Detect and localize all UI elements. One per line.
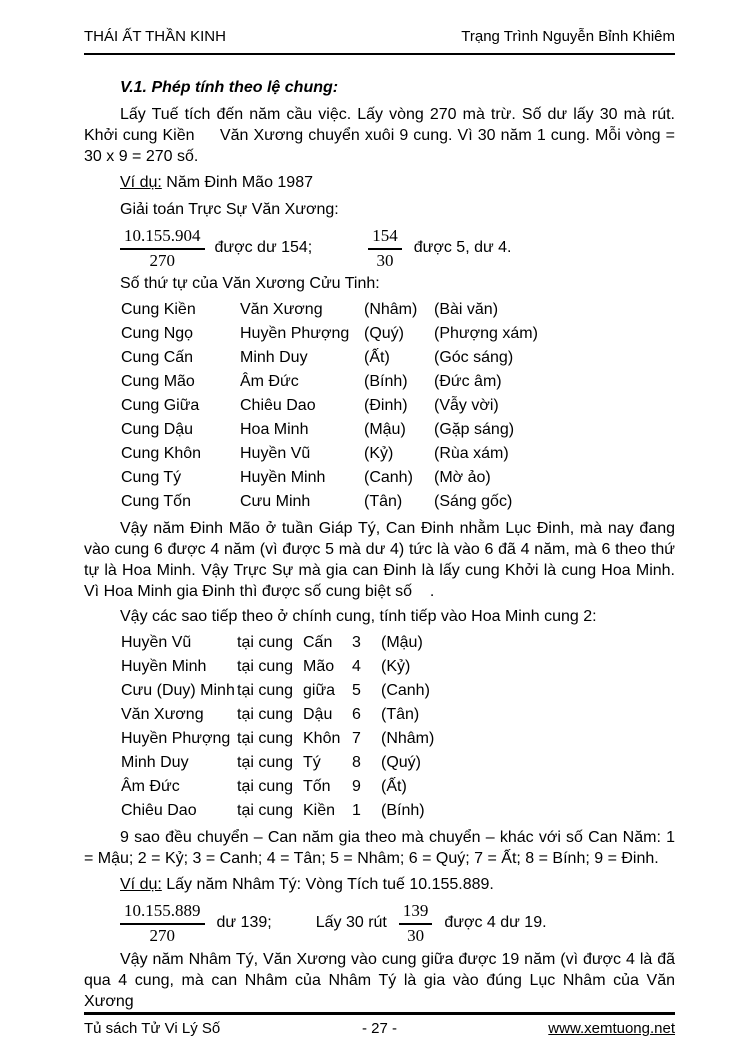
numerator: 10.155.889: [120, 901, 205, 925]
table-cell: (Mậu): [364, 421, 406, 438]
table-row: [121, 466, 675, 490]
paragraph-intro: Lấy Tuế tích đến năm cầu việc. Lấy vòng 270 mà trừ. Số dư lấy 30 mà rút. Khởi cung Kiền Văn Xương chuyển xuôi 9 cung. Vì 30 năm 1 cung. Mỗi vòng = 30 x 9 = 270 số.: [84, 106, 675, 165]
table-cell: (Nhâm): [364, 301, 418, 318]
table-cell: Dậu: [303, 706, 333, 723]
table-cell: 4: [352, 658, 361, 675]
table-cell: Cung Tý: [121, 469, 182, 486]
formula-text: Lấy 30 rút: [315, 914, 387, 931]
table-cell: tại cung: [237, 658, 294, 675]
table-cell: (Kỷ): [381, 658, 411, 675]
table-cell: Cấn: [303, 634, 333, 651]
table-cell: Cung Kiền: [121, 301, 196, 318]
page-footer: [84, 1012, 675, 1038]
table-cell: Mão: [303, 658, 335, 675]
table-cell: (Bính): [381, 802, 425, 819]
table-cell: (Tân): [381, 706, 420, 723]
table-cell: (Đức âm): [434, 373, 502, 390]
table-row: [121, 631, 675, 655]
numerator: 139: [399, 901, 433, 925]
table-cell: (Mờ ảo): [434, 469, 491, 486]
table-cell: tại cung: [237, 634, 294, 651]
page-header: [84, 28, 675, 55]
table-cell: Cung Tốn: [121, 493, 191, 510]
table-cell: 8: [352, 754, 361, 771]
page-number: - 27 -: [362, 1020, 398, 1037]
table-cell: Cung Cấn: [121, 349, 194, 366]
table-cell: (Quý): [364, 325, 404, 342]
numerator: 154: [368, 226, 402, 250]
table-cell: (Vẫy vời): [434, 397, 499, 414]
table-cell: (Rùa xám): [434, 445, 509, 462]
table-cell: Tốn: [303, 778, 331, 795]
table-cell: tại cung: [237, 778, 294, 795]
table-cell: Khôn: [303, 730, 341, 747]
denominator: 270: [149, 925, 175, 945]
table-cell: 1: [352, 802, 361, 819]
table-cell: giữa: [303, 682, 336, 699]
table-cell: Chiêu Dao: [240, 397, 316, 414]
table-cell: 9: [352, 778, 361, 795]
table-cell: Âm Đức: [240, 373, 299, 390]
table-cell: (Gặp sáng): [434, 421, 515, 438]
table-cell: Minh Duy: [240, 349, 308, 366]
example-text: Lấy năm Nhâm Tý: Vòng Tích tuế 10.155.889.: [161, 876, 494, 893]
line-so-thu-tu: Số thứ tự của Văn Xương Cửu Tinh:: [120, 275, 380, 292]
fraction: [368, 226, 402, 271]
table-cell: Huyền Minh: [121, 658, 207, 675]
table-cell: (Ất): [381, 778, 407, 795]
table-row: [121, 298, 675, 322]
table-cell: Huyền Phượng: [240, 325, 350, 342]
website-link[interactable]: www.xemtuong.net: [548, 1020, 676, 1037]
table-cell: 5: [352, 682, 361, 699]
table-cell: Huyền Vũ: [240, 445, 311, 462]
line-giai-toan: Giải toán Trực Sự Văn Xương:: [120, 201, 339, 218]
fraction: [120, 226, 205, 271]
table-cell: Văn Xương: [240, 301, 323, 318]
table-cell: (Tân): [364, 493, 403, 510]
table-cell: Cung Ngọ: [121, 325, 194, 342]
paragraph-dinh-mao: Vậy năm Đinh Mão ở tuần Giáp Tý, Can Đinh nhằm Lục Đinh, mà nay đang vào cung 6 được 4 năm (vì được 5 mà dư 4) tức là vào 6 đã 4 năm, mà 6 theo thứ tự là Hoa Minh. Vậy Trực Sự mà gia can Đinh là lấy cung Khởi là cung Hoa Minh. Vì Hoa Minh gia Đinh thì được số cung biệt số .: [84, 520, 675, 600]
example-line-1: [120, 172, 675, 193]
table-row: [121, 322, 675, 346]
book-title: THÁI ẤT THẦN KINH: [84, 28, 226, 45]
table-cell: 3: [352, 634, 361, 651]
numerator: 10.155.904: [120, 226, 205, 250]
table-cell: tại cung: [237, 754, 294, 771]
table-row: [121, 751, 675, 775]
table-cell: (Canh): [364, 469, 413, 486]
example-label: Ví dụ:: [120, 876, 162, 893]
example-line-2: [120, 874, 675, 895]
formula-text: được dư 154;: [214, 239, 313, 256]
table-cell: (Sáng gốc): [434, 493, 513, 510]
table-cell: (Góc sáng): [434, 349, 514, 366]
table-row: [121, 442, 675, 466]
table-cell: (Canh): [381, 682, 430, 699]
table-cell: tại cung: [237, 682, 294, 699]
denominator: 30: [376, 250, 394, 270]
table-cell: Cung Giữa: [121, 397, 200, 414]
table-cell: (Kỷ): [364, 445, 394, 462]
paragraph-nham-ty: Vậy năm Nhâm Tý, Văn Xương vào cung giữa được 19 năm (vì được 4 là đã qua 4 cung, mà can Nhâm của Nhâm Tý là gia vào đúng Lục Nhâm của Văn Xương: [84, 951, 675, 1010]
table-cell: 7: [352, 730, 361, 747]
table-row: [121, 418, 675, 442]
table-row: [121, 370, 675, 394]
table-cell: Cung Khôn: [121, 445, 202, 462]
cuu-tinh-table: [121, 298, 675, 514]
table-cell: tại cung: [237, 802, 294, 819]
formula-text: được 4 dư 19.: [444, 914, 547, 931]
table-cell: Hoa Minh: [240, 421, 309, 438]
table-cell: Tý: [303, 754, 321, 771]
denominator: 30: [407, 925, 425, 945]
table-row: [121, 490, 675, 514]
author-name: Trạng Trình Nguyễn Bỉnh Khiêm: [461, 28, 675, 45]
table-cell: tại cung: [237, 730, 294, 747]
table-row: [121, 727, 675, 751]
table-cell: Âm Đức: [121, 778, 180, 795]
table-cell: (Phượng xám): [434, 325, 538, 342]
formula-text: dư 139;: [216, 914, 272, 931]
table-cell: Văn Xương: [121, 706, 204, 723]
formula-row-1: [120, 226, 675, 270]
example-text: Năm Đinh Mão 1987: [161, 174, 313, 191]
table-cell: (Mậu): [381, 634, 423, 651]
table-cell: Huyền Vũ: [121, 634, 192, 651]
table-row: [121, 679, 675, 703]
table-cell: Cưu Minh: [240, 493, 311, 510]
table-cell: (Đinh): [364, 397, 408, 414]
table-cell: Cưu (Duy) Minh: [121, 682, 235, 699]
table-cell: Cung Dậu: [121, 421, 194, 438]
table-cell: Huyền Minh: [240, 469, 326, 486]
table-cell: Minh Duy: [121, 754, 189, 771]
fraction: [399, 901, 433, 946]
table-cell: (Quý): [381, 754, 421, 771]
table-row: [121, 775, 675, 799]
series-title: Tủ sách Tử Vi Lý Số: [84, 1020, 221, 1037]
table-row: [121, 799, 675, 823]
table-cell: Chiêu Dao: [121, 802, 197, 819]
paragraph-sao-tiep-theo: Vậy các sao tiếp theo ở chính cung, tính tiếp vào Hoa Minh cung 2:: [120, 608, 597, 625]
table-cell: Huyền Phượng: [121, 730, 231, 747]
table-cell: tại cung: [237, 706, 294, 723]
example-label: Ví dụ:: [120, 174, 162, 191]
table-cell: (Nhâm): [381, 730, 435, 747]
fraction: [120, 901, 205, 946]
table-cell: (Ất): [364, 349, 390, 366]
table-cell: 6: [352, 706, 361, 723]
denominator: 270: [149, 250, 175, 270]
star-position-table: [121, 631, 675, 823]
table-row: [121, 394, 675, 418]
formula-row-2: [120, 901, 675, 945]
table-row: [121, 655, 675, 679]
paragraph-9-sao: 9 sao đều chuyển – Can năm gia theo mà chuyển – khác với số Can Năm: 1 = Mậu; 2 = Kỷ; 3 = Canh; 4 = Tân; 5 = Nhâm; 6 = Quý; 7 = Ất; 8 = Bính; 9 = Đinh.: [84, 829, 675, 867]
table-cell: (Bài văn): [434, 301, 499, 318]
table-cell: Kiền: [303, 802, 336, 819]
table-row: [121, 346, 675, 370]
section-heading: V.1. Phép tính theo lệ chung:: [120, 79, 339, 96]
table-cell: (Bính): [364, 373, 408, 390]
table-cell: Cung Mão: [121, 373, 195, 390]
formula-text: được 5, dư 4.: [413, 239, 512, 256]
table-row: [121, 703, 675, 727]
